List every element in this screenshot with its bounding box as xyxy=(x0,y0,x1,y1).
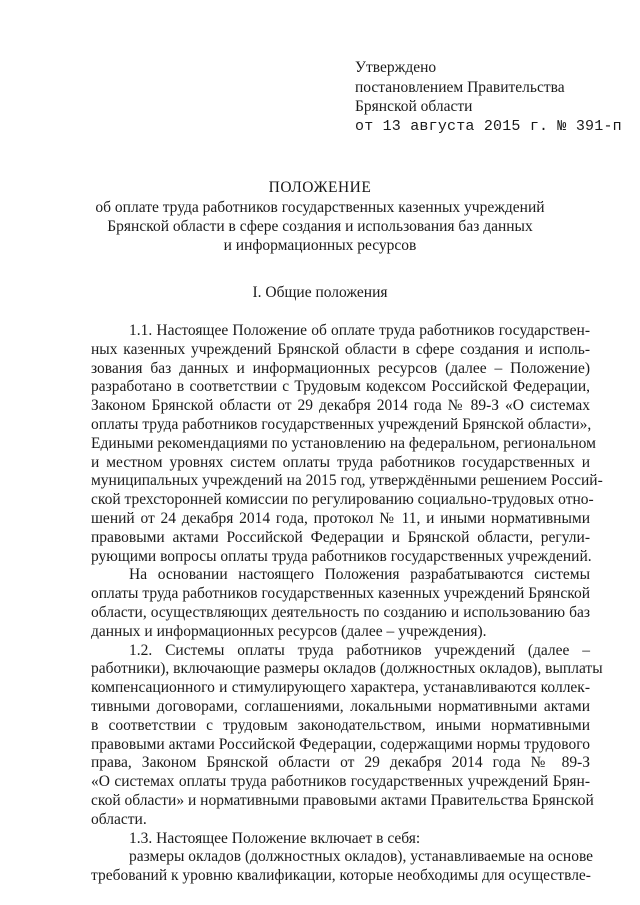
text-line: компенсационного и стимулирующего характера, устанавливаются коллек- xyxy=(91,679,590,697)
text-line: зования баз данных и информационных ресурсов (далее – Положение) xyxy=(91,359,590,377)
title-line: Брянской области в сфере создания и использования баз данных xyxy=(107,218,533,235)
text-line: работники), включающие размеры окладов (должностных окладов), выплаты xyxy=(91,660,603,678)
text-line: правовыми актами Российской Федерации и Брянской области, регули- xyxy=(91,528,590,546)
text-line: данных и информационных ресурсов (далее – учреждения). xyxy=(91,622,487,640)
text-line: тивными договорами, соглашениями, локальными нормативными актами xyxy=(91,697,590,715)
approval-date-line: от 13 августа 2015 г. № 391-п xyxy=(355,117,622,135)
text-line: На основании настоящего Положения разрабатываются системы xyxy=(129,566,590,584)
text-line: оплаты труда работников государственных учреждений Брянской области», xyxy=(91,415,592,433)
text-line: размеры окладов (должностных окладов), устанавливаемые на основе xyxy=(129,848,594,866)
approval-line: постановлением Правительства xyxy=(355,78,565,96)
title-heading: ПОЛОЖЕНИЕ xyxy=(268,179,372,196)
text-line: ской области» и нормативными правовыми актами Правительства Брянской xyxy=(91,791,594,809)
text-line: и местном уровнях систем оплаты труда работников государственных и xyxy=(91,453,590,471)
approval-stamp xyxy=(355,58,622,136)
text-line: ской трехсторонней комиссии по регулированию социально-трудовых отно- xyxy=(91,491,594,509)
text-line: в соответствии с трудовым законодательством, иными нормативными xyxy=(91,716,590,734)
text-line: шений от 24 декабря 2014 года, протокол № 11, и иными нормативными xyxy=(91,509,590,527)
title-line: и информационных ресурсов xyxy=(223,237,417,254)
text-line: области, осуществляющих деятельность по созданию и использованию баз xyxy=(91,603,590,621)
text-line: ных казенных учреждений Брянской области в сфере создания и исполь- xyxy=(91,340,590,358)
text-line: рующими вопросы оплаты труда работников государственных учреждений. xyxy=(91,547,592,565)
text-line: правовыми актами Российской Федерации, содержащими нормы трудового xyxy=(91,735,590,753)
title-line: об оплате труда работников государственных казенных учреждений xyxy=(95,199,545,216)
text-line: 1.1. Настоящее Положение об оплате труда работников государствен- xyxy=(129,322,590,339)
text-line: оплаты труда работников государственных казенных учреждений Брянской xyxy=(91,585,590,603)
text-line: требований к уровню квалификации, которые необходимы для осуществле- xyxy=(91,867,591,885)
approval-line: Утверждено xyxy=(355,59,437,76)
text-line: Законом Брянской области от 29 декабря 2014 года № 89-З «О системах xyxy=(91,397,590,415)
text-line: муниципальных учреждений на 2015 год, утверждёнными решением Россий- xyxy=(91,472,603,490)
document-title xyxy=(0,178,640,255)
text-line: разработано в соответствии с Трудовым кодексом Российской Федерации, xyxy=(91,378,590,396)
text-line: 1.2. Системы оплаты труда работников учреждений (далее – xyxy=(129,641,590,659)
section-title: I. Общие положения xyxy=(252,284,388,301)
approval-line: Брянской области xyxy=(355,98,473,115)
document-body xyxy=(91,322,603,886)
text-line: Едиными рекомендациями по установлению на федеральном, региональном xyxy=(91,434,596,452)
text-line: 1.3. Настоящее Положение включает в себя: xyxy=(129,829,421,847)
text-line: «О системах оплаты труда работников государственных учреждений Брян- xyxy=(91,773,590,791)
text-line: области. xyxy=(91,810,147,828)
text-line: права, Законом Брянской области от 29 декабря 2014 года № 89-З xyxy=(91,754,590,772)
